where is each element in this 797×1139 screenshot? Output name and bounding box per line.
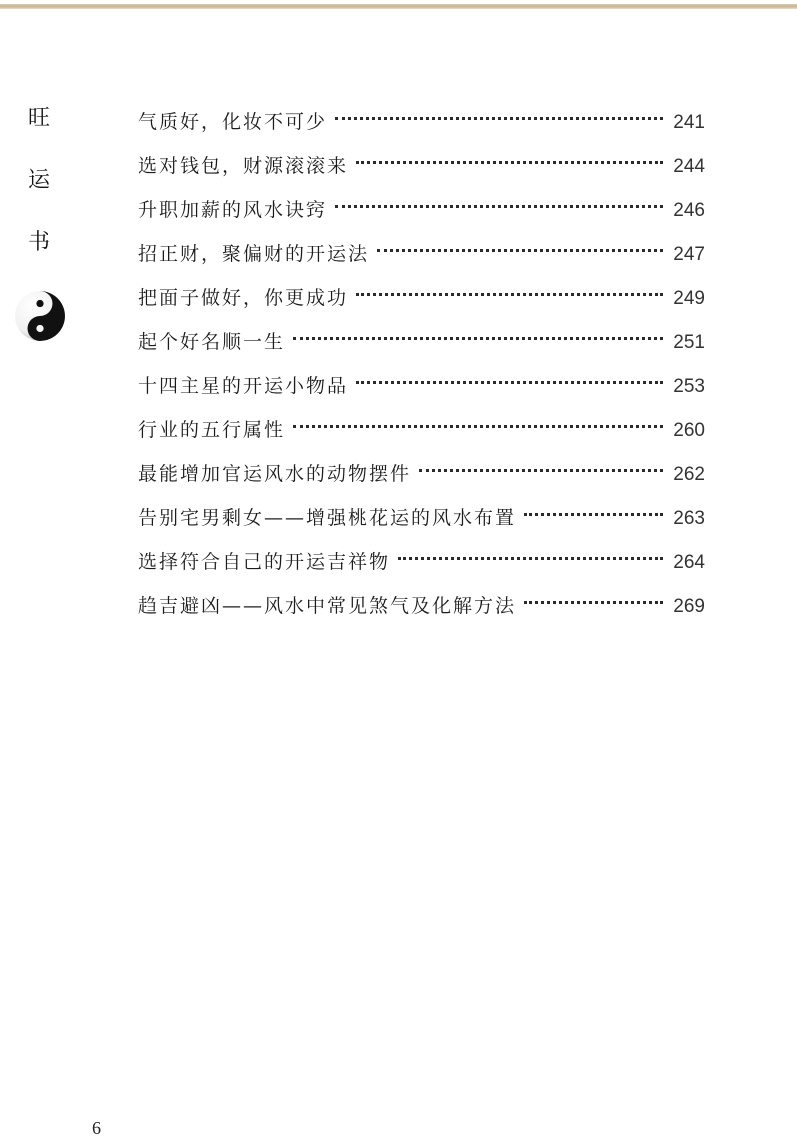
dot-leader [335, 117, 663, 120]
toc-entry-title: 招正财，聚偏财的开运法 [138, 243, 370, 265]
toc-entry[interactable] [138, 326, 705, 370]
toc-entry-title: 气质好，化妆不可少 [138, 111, 328, 133]
dot-leader [356, 161, 663, 164]
toc-page-number: 269 [673, 596, 705, 617]
side-title-char: 运 [27, 168, 50, 193]
toc-entry[interactable] [138, 590, 705, 634]
side-title-char: 旺 [27, 106, 50, 131]
toc-page-number: 264 [673, 552, 705, 573]
toc-entry-title: 行业的五行属性 [138, 419, 286, 441]
toc-entry[interactable] [138, 150, 705, 194]
toc-entry[interactable] [138, 238, 705, 282]
toc-page-number: 251 [673, 332, 705, 353]
dot-leader [293, 337, 663, 340]
toc-entry[interactable] [138, 502, 705, 546]
toc-entry[interactable] [138, 106, 705, 150]
toc-entry-title: 十四主星的开运小物品 [138, 375, 349, 397]
toc-page-number: 247 [673, 244, 705, 265]
toc-entry[interactable] [138, 370, 705, 414]
dot-leader [293, 425, 663, 428]
side-title-char: 书 [27, 230, 50, 255]
toc-entry-title: 选择符合自己的开运吉祥物 [138, 551, 391, 573]
toc-entry-title: 趋吉避凶——风水中常见煞气及化解方法 [138, 595, 517, 617]
dot-leader [356, 293, 663, 296]
toc-page-number: 263 [673, 508, 705, 529]
dot-leader [524, 513, 663, 516]
page-folio: 6 [92, 1118, 101, 1138]
toc-page-number: 262 [673, 464, 705, 485]
toc-entry[interactable] [138, 194, 705, 238]
dot-leader [377, 249, 663, 252]
dot-leader [524, 601, 663, 604]
top-rule [0, 4, 797, 9]
side-title [22, 108, 56, 294]
toc-page-number: 253 [673, 376, 705, 397]
toc-entry[interactable] [138, 282, 705, 326]
toc-page-number: 260 [673, 420, 705, 441]
toc-entry-title: 把面子做好，你更成功 [138, 287, 349, 309]
dot-leader [398, 557, 663, 560]
toc-entry[interactable] [138, 414, 705, 458]
dot-leader [356, 381, 663, 384]
toc-entry-title: 告别宅男剩女——增强桃花运的风水布置 [138, 507, 517, 529]
dot-leader [335, 205, 663, 208]
toc-entry-title: 最能增加官运风水的动物摆件 [138, 463, 412, 485]
toc-entry-title: 升职加薪的风水诀窍 [138, 199, 328, 221]
toc-entry[interactable] [138, 546, 705, 590]
toc-entry[interactable] [138, 458, 705, 502]
yin-yang-icon [14, 290, 66, 342]
toc-page-number: 246 [673, 200, 705, 221]
toc-page-number: 241 [673, 112, 705, 133]
table-of-contents [138, 106, 705, 634]
dot-leader [419, 469, 663, 472]
toc-page-number: 249 [673, 288, 705, 309]
toc-entry-title: 选对钱包，财源滚滚来 [138, 155, 349, 177]
toc-page-number: 244 [673, 156, 705, 177]
toc-entry-title: 起个好名顺一生 [138, 331, 286, 353]
